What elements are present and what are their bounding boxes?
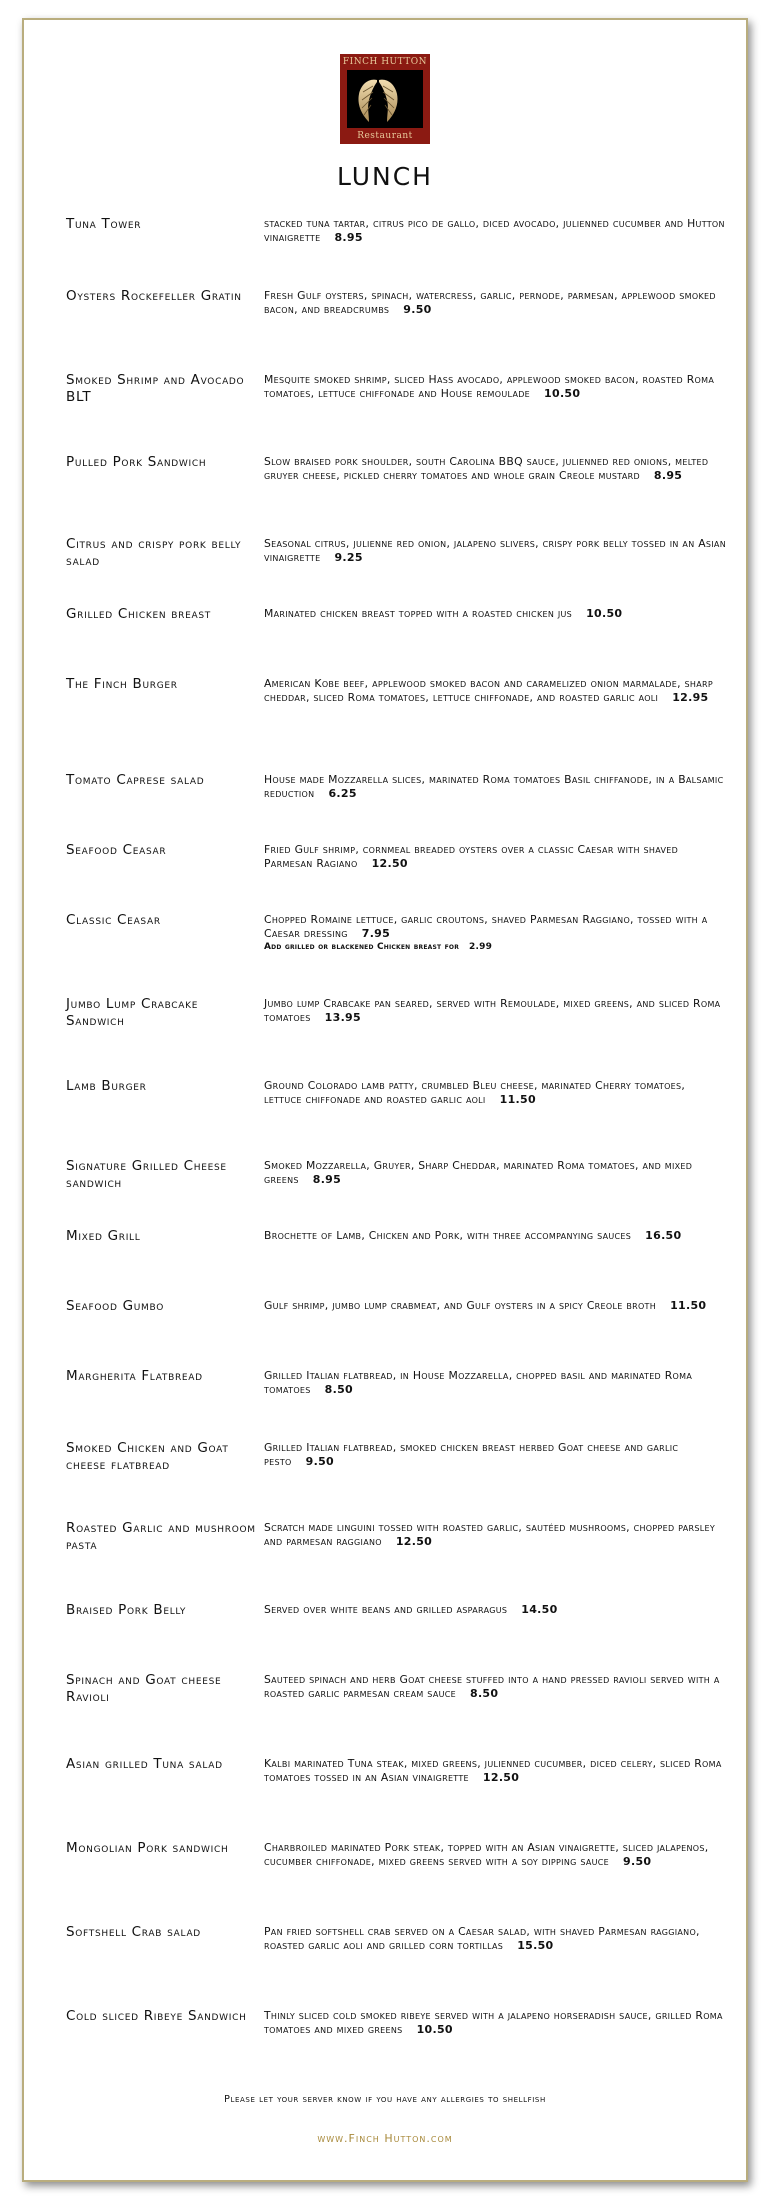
menu-item-description-text: Served over white beans and grilled asparagus (264, 1603, 508, 1616)
menu-item-price: 6.25 (328, 787, 357, 800)
menu-item-price: 7.95 (361, 927, 391, 940)
menu-item-description-text: Seasonal citrus, julienne red onion, jalapeno slivers, crispy pork belly tossed in an Asian vinaigrette (264, 537, 726, 564)
menu-item-description-text: Pan fried softshell crab served on a Caesar salad, with shaved Parmesan raggiano, roasted garlic aoli and grilled corn tortillas (264, 1925, 700, 1952)
menu-item-addon-price: 2.99 (469, 942, 493, 952)
menu-item-price: 16.50 (645, 1229, 682, 1242)
menu-item-description-text: Grilled Italian flatbread, in House Mozzarella, chopped basil and marinated Roma tomatoes (264, 1369, 693, 1396)
menu-item-description-text: stacked tuna tartar, citrus pico de gallo, diced avocado, julienned cucumber and Hutton vinaigrette (264, 217, 725, 244)
menu-item-price: 12.50 (395, 1535, 433, 1548)
menu-item-price: 10.50 (416, 2023, 453, 2036)
menu-item-description-text: Ground Colorado lamb patty, crumbled Bleu cheese, marinated Cherry tomatoes, lettuce chiffonade and roasted garlic aoli (264, 1079, 686, 1106)
menu-item-price: 15.50 (517, 1939, 554, 1952)
menu-item-description (264, 997, 726, 1025)
menu-item-description-text: Kalbi marinated Tuna steak, mixed greens, julienned cucumber, diced celery, sliced Roma tomatoes tossed in an Asian vinaigrette (264, 1757, 722, 1784)
menu-item-price: 12.95 (672, 691, 709, 704)
menu-item-price: 8.95 (653, 469, 683, 482)
menu-item-price: 10.50 (586, 607, 623, 620)
menu-item-description (264, 2009, 726, 2037)
menu-item-description (264, 373, 726, 401)
menu-item-name: Classic Ceasar (66, 912, 161, 928)
menu-item-description (264, 537, 726, 565)
menu-item-name: Jumbo Lump Crabcake Sandwich (66, 996, 199, 1029)
menu-item-price: 8.95 (312, 1173, 342, 1186)
menu-item-price: 8.50 (324, 1383, 353, 1396)
restaurant-logo (340, 54, 430, 144)
angel-wings-icon (340, 70, 430, 128)
menu-item-price: 9.25 (334, 551, 363, 564)
menu-item-description-text: Slow braised pork shoulder, south Carolina BBQ sauce, julienned red onions, melted gruyer cheese, pickled cherry tomatoes and whole grain Creole mustard (264, 455, 709, 482)
menu-item-name: Signature Grilled Cheese sandwich (66, 1158, 227, 1191)
menu-item-price: 9.50 (305, 1455, 334, 1468)
menu-item-description-text: Grilled Italian flatbread, smoked chicken breast herbed Goat cheese and garlic pesto (264, 1441, 679, 1468)
menu-item-description (264, 289, 726, 317)
logo-top-text: FINCH HUTTON (340, 54, 430, 70)
menu-item-price: 11.50 (670, 1299, 707, 1312)
menu-item-price: 14.50 (521, 1603, 558, 1616)
menu-item-description (264, 1925, 726, 1953)
menu-item-description (264, 677, 726, 705)
menu-page (22, 18, 748, 2182)
menu-item-description-text: Brochette of Lamb, Chicken and Pork, with three accompanying sauces (264, 1229, 632, 1242)
menu-item-description-text: House made Mozzarella slices, marinated Roma tomatoes Basil chiffanode, in a Balsamic reduction (264, 773, 724, 800)
menu-item-name: Lamb Burger (66, 1078, 147, 1094)
menu-item-price: 12.50 (371, 857, 408, 870)
menu-item-price: 9.50 (623, 1855, 652, 1868)
menu-item-price: 8.95 (334, 231, 363, 244)
menu-item-description (264, 1369, 726, 1397)
menu-item-description-text: Fried Gulf shrimp, cornmeal breaded oysters over a classic Caesar with shaved Parmesan Ragiano (264, 843, 679, 870)
menu-item-name: Cold sliced Ribeye Sandwich (66, 2008, 247, 2024)
menu-item-description (264, 1673, 726, 1701)
menu-item-price: 10.50 (544, 387, 581, 400)
menu-item-name: Pulled Pork Sandwich (66, 454, 207, 470)
menu-item-name: Roasted Garlic and mushroom pasta (66, 1520, 256, 1553)
menu-item-description (264, 913, 726, 953)
menu-item-name: Braised Pork Belly (66, 1602, 187, 1618)
menu-item-description (264, 843, 726, 871)
menu-item-description-text: Mesquite smoked shrimp, sliced Hass avocado, applewood smoked bacon, roasted Roma tomatoes, lettuce chiffonade and House remoulade (264, 373, 715, 400)
menu-item-name: Softshell Crab salad (66, 1924, 201, 1940)
menu-item-name: The Finch Burger (66, 676, 178, 692)
menu-item-description (264, 1521, 726, 1549)
menu-item-price: 9.50 (403, 303, 432, 316)
page-title: LUNCH (337, 162, 433, 191)
menu-item-description-text: Smoked Mozzarella, Gruyer, Sharp Cheddar, marinated Roma tomatoes, and mixed greens (264, 1159, 693, 1186)
menu-item-description (264, 217, 726, 245)
menu-item-description-text: Fresh Gulf oysters, spinach, watercress, garlic, pernode, parmesan, applewood smoked bacon, and breadcrumbs (264, 289, 716, 316)
menu-item-name: Smoked Chicken and Goat cheese flatbread (66, 1440, 229, 1473)
menu-item-addon-text: Add grilled or blackened Chicken breast for (264, 942, 460, 952)
menu-item-price: 8.50 (469, 1687, 499, 1700)
menu-item-name: Mongolian Pork sandwich (66, 1840, 229, 1856)
menu-item-price: 13.95 (324, 1011, 361, 1024)
menu-item-description-text: Chopped Romaine lettuce, garlic croutons, shaved Parmesan Raggiano, tossed with a Caesar dressing (264, 913, 708, 940)
menu-item-description-text: Gulf shrimp, jumbo lump crabmeat, and Gulf oysters in a spicy Creole broth (264, 1299, 657, 1312)
menu-item-description (264, 607, 726, 621)
menu-item-name: Tuna Tower (66, 216, 142, 232)
menu-item-description (264, 1159, 726, 1187)
menu-item-description (264, 1299, 726, 1313)
menu-item-name: Seafood Ceasar (66, 842, 167, 858)
menu-item-name: Mixed Grill (66, 1228, 141, 1244)
menu-item-description (264, 1229, 726, 1243)
menu-item-description-text: Marinated chicken breast topped with a roasted chicken jus (264, 607, 573, 620)
menu-item-description (264, 1079, 726, 1107)
menu-item-name: Spinach and Goat cheese Ravioli (66, 1672, 222, 1705)
menu-item-price: 11.50 (499, 1093, 536, 1106)
menu-item-description (264, 1757, 726, 1785)
menu-item-name: Oysters Rockefeller Gratin (66, 288, 242, 304)
allergy-note: Please let your server know if you have any allergies to shellfish (224, 2094, 546, 2105)
menu-item-name: Smoked Shrimp and Avocado BLT (66, 372, 245, 405)
menu-item-description-text: Charbroiled marinated Pork steak, topped with an Asian vinaigrette, sliced jalapenos, cucumber chiffonade, mixed greens served with a soy dipping sauce (264, 1841, 709, 1868)
menu-item-description-text: Jumbo lump Crabcake pan seared, served with Remoulade, mixed greens, and sliced Roma tomatoes (264, 997, 721, 1024)
menu-item-description (264, 1603, 726, 1617)
menu-item-description-text: Thinly sliced cold smoked ribeye served with a jalapeno horseradish sauce, grilled Roma tomatoes and mixed greens (264, 2009, 723, 2036)
menu-item-description (264, 773, 726, 801)
menu-item-addon (264, 941, 726, 953)
logo-bottom-text: Restaurant (340, 128, 430, 144)
menu-item-description-text: American Kobe beef, applewood smoked bacon and caramelized onion marmalade, sharp cheddar, sliced Roma tomatoes, lettuce chiffonade, and roasted garlic aoli (264, 677, 713, 704)
menu-item-name: Seafood Gumbo (66, 1298, 164, 1314)
menu-item-description (264, 1441, 726, 1469)
menu-item-name: Tomato Caprese salad (66, 772, 205, 788)
menu-item-name: Grilled Chicken breast (66, 606, 211, 622)
menu-item-description-text: Scratch made linguini tossed with roasted garlic, sautéed mushrooms, chopped parsley and parmesan raggiano (264, 1521, 716, 1548)
menu-item-description-text: Sauteed spinach and herb Goat cheese stuffed into a hand pressed ravioli served with a roasted garlic parmesan cream sauce (264, 1673, 720, 1700)
menu-item-description (264, 1841, 726, 1869)
menu-item-description (264, 455, 726, 483)
website-link[interactable]: www.Finch Hutton.com (317, 2132, 453, 2145)
menu-item-name: Margherita Flatbread (66, 1368, 203, 1384)
menu-item-name: Asian grilled Tuna salad (66, 1756, 223, 1772)
menu-item-price: 12.50 (482, 1771, 520, 1784)
menu-item-name: Citrus and crispy pork belly salad (66, 536, 242, 569)
